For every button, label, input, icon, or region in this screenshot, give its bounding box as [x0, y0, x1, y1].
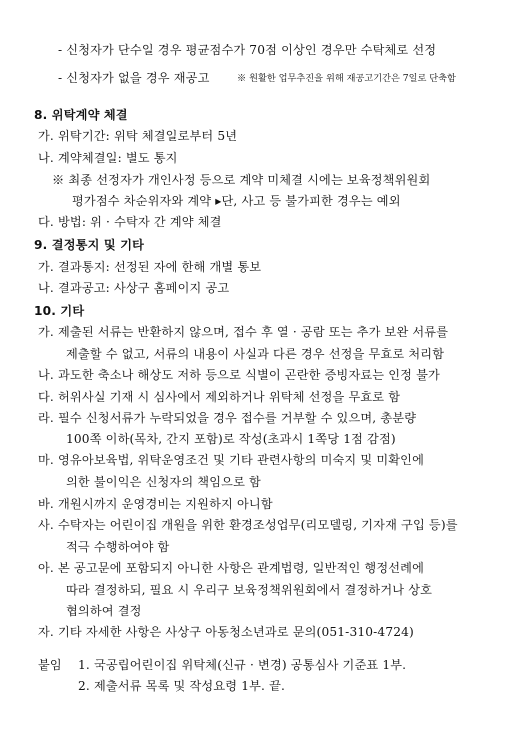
- contract-date: 나. 계약체결일: 별도 통지: [38, 151, 178, 165]
- item-ma-line1: 마. 영유아보육법, 위탁운영조건 및 기타 관련사항의 미숙지 및 미확인에: [38, 453, 425, 467]
- result-notification: 가. 결과통지: 선정된 자에 한해 개별 통보: [38, 260, 262, 274]
- item-ma-line2: 의한 불이익은 신청자의 책임으로 함: [66, 475, 261, 489]
- selection-rule-no-applicant: - 신청자가 없을 경우 재공고: [58, 71, 210, 85]
- contract-note-line2: 평가점수 차순위자와 계약 ▸단, 사고 등 불가피한 경우는 예외: [72, 194, 401, 208]
- section-8-title: 8. 위탁계약 체결: [34, 108, 128, 122]
- result-announcement: 나. 결과공고: 사상구 홈페이지 공고: [38, 281, 230, 295]
- selection-rule-single-applicant: - 신청자가 단수일 경우 평균점수가 70점 이상인 경우만 수탁체로 선정: [58, 43, 437, 57]
- contract-method: 다. 방법: 위 · 수탁자 간 계약 체결: [38, 215, 222, 229]
- attachments-label: 붙임: [38, 658, 62, 672]
- contract-period: 가. 위탁기간: 위탁 체결일로부터 5년: [38, 129, 238, 143]
- contract-note-line1: ※ 최종 선정자가 개인사정 등으로 계약 미체결 시에는 보육정책위원회: [52, 173, 431, 187]
- item-ba: 바. 개원시까지 운영경비는 지원하지 아니함: [38, 497, 273, 511]
- item-a-line2: 따라 결정하되, 필요 시 우리구 보육정책위원회에서 결정하거나 상호: [66, 583, 433, 597]
- readvertisement-note: ※ 원활한 업무추진을 위해 재공고기간은 7일로 단축함: [237, 73, 456, 84]
- item-sa-line1: 사. 수탁자는 어린이집 개원을 위한 환경조성업무(리모델링, 기자재 구입 등)를: [38, 518, 458, 532]
- item-a-line3: 협의하여 결정: [66, 604, 142, 618]
- item-ga-line1: 가. 제출된 서류는 반환하지 않으며, 접수 후 열 · 공람 또는 추가 보완 서류를: [38, 325, 449, 339]
- item-a-line1: 아. 본 공고문에 포함되지 아니한 사항은 관계법령, 일반적인 행정선례에: [38, 561, 425, 575]
- item-ra-line1: 라. 필수 신청서류가 누락되었을 경우 접수를 거부할 수 있으며, 총분량: [38, 411, 417, 425]
- section-10-title: 10. 기타: [34, 304, 85, 318]
- attachment-1: 1. 국공립어린이집 위탁체(신규 · 변경) 공통심사 기준표 1부.: [78, 658, 407, 672]
- section-9-title: 9. 결정통지 및 기타: [34, 238, 145, 252]
- item-ga-line2: 제출할 수 없고, 서류의 내용이 사실과 다른 경우 선정을 무효로 처리함: [66, 347, 445, 361]
- item-ja-contact: 자. 기타 자세한 사항은 사상구 아동청소년과로 문의(051-310-4724): [38, 625, 414, 639]
- item-sa-line2: 적극 수행하여야 함: [66, 540, 170, 554]
- item-da: 다. 허위사실 기재 시 심사에서 제외하거나 위탁체 선정을 무효로 함: [38, 390, 401, 404]
- item-na: 나. 과도한 축소나 해상도 저하 등으로 식별이 곤란한 증빙자료는 인정 불가: [38, 368, 440, 382]
- attachment-2: 2. 제출서류 목록 및 작성요령 1부. 끝.: [78, 679, 286, 693]
- item-ra-line2: 100쪽 이하(목차, 간지 포함)로 작성(초과시 1쪽당 1점 감점): [66, 432, 396, 446]
